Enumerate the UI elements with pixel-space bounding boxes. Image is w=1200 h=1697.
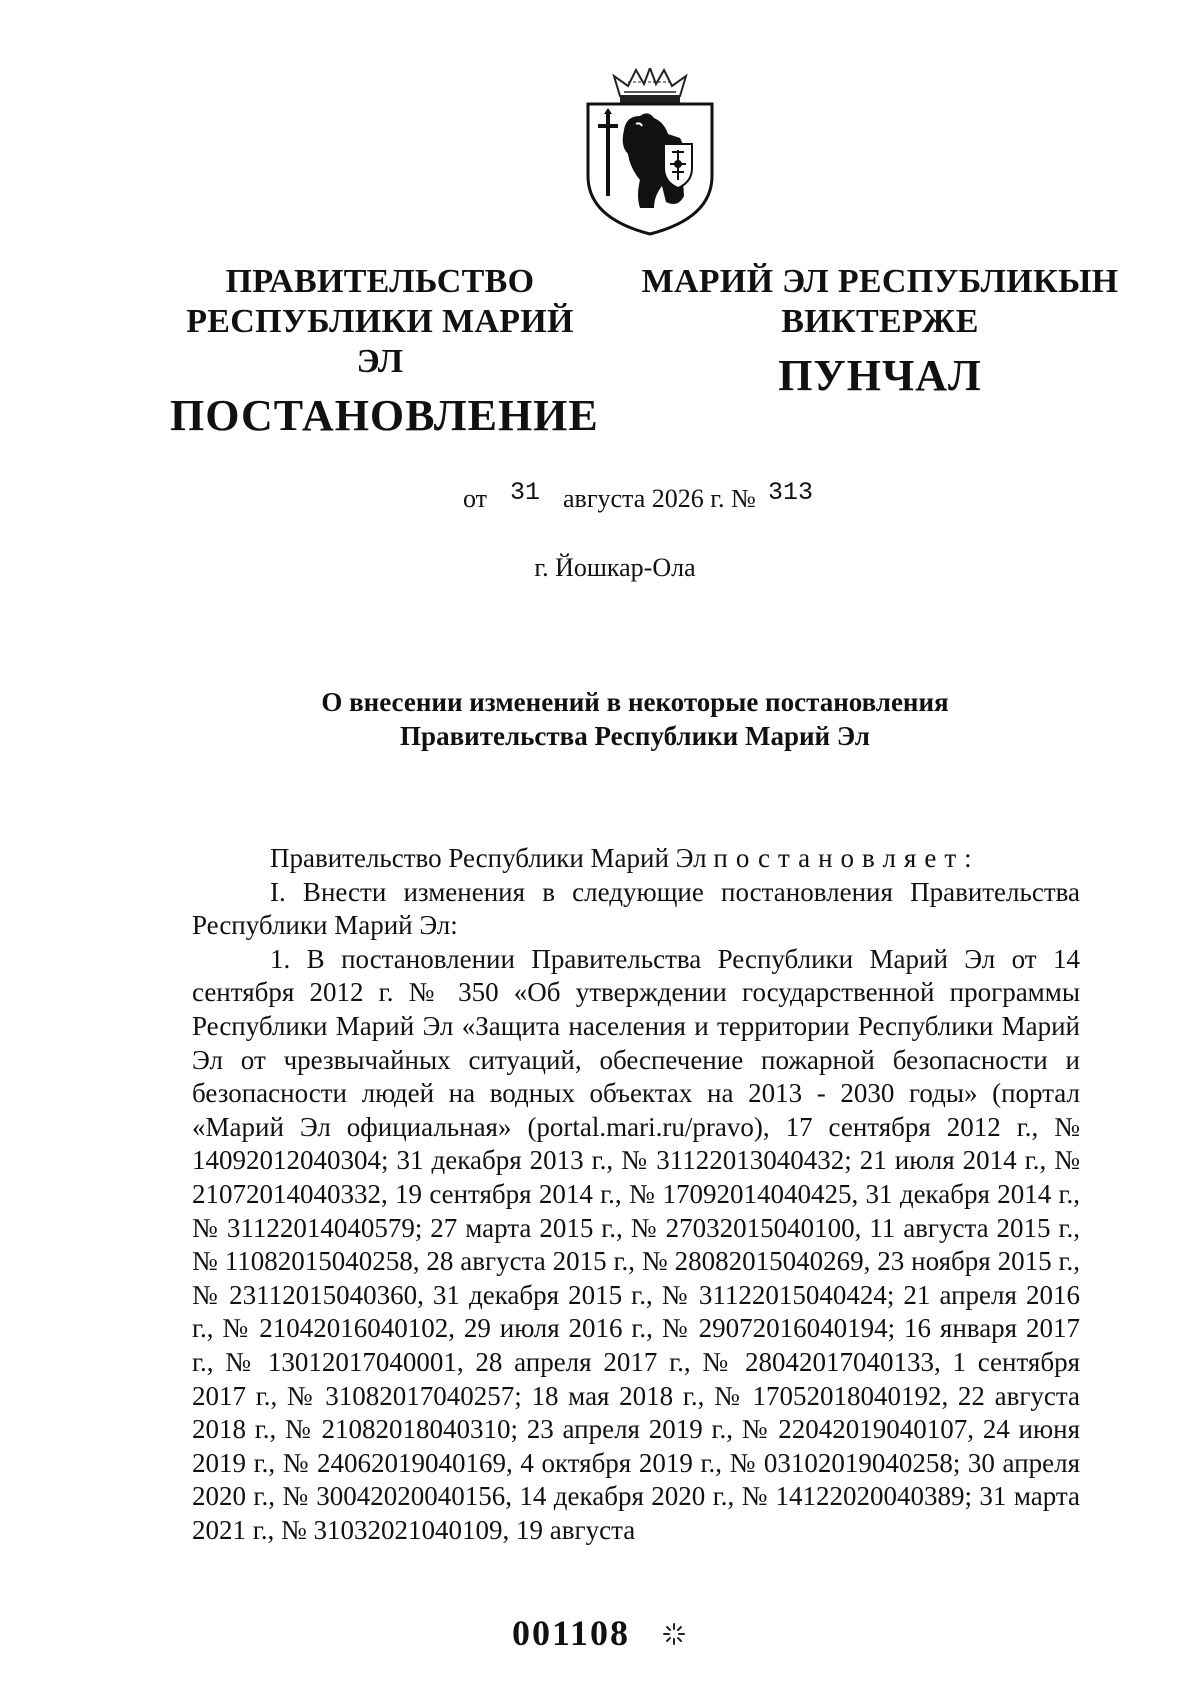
paragraph-resolves-lead: Правительство Республики Марий Эл — [270, 843, 714, 873]
header-left — [170, 262, 599, 442]
city: г. Йошкар-Ола — [534, 553, 696, 582]
paragraph-resolves — [192, 842, 1080, 876]
header-left-line1: ПРАВИТЕЛЬСТВО — [225, 263, 535, 300]
paragraph-item-1: I. Внести изменения в следующие постановления Правительства Республики Марий Эл: — [192, 876, 1080, 941]
coat-of-arms-icon — [580, 68, 720, 236]
date-line — [0, 478, 1200, 518]
date-prefix: от — [463, 484, 488, 513]
paragraph-item-1-1: 1. В постановлении Правительства Республики Марий Эл от 14 сентября 2012 г. № 350 «Об утверждении государственной программы Республики Марий Эл «Защита населения и территории Республики Марий Эл от чрезвычайных ситуаций, обеспечение пожарной безопасности и безопасности людей на водных объектах на 2013 - 2030 годы» (портал «Марий Эл официальная» (portal.mari.ru/pravo), 17 сентября 2012 г., № 14092012040304; 31 декабря 2013 г., № 31122013040432; 21 июля 2014 г., № 21072014040332, 19 сентября 2014 г., № 17092014040425, 31 декабря 2014 г., № 31122014040579; 27 марта 2015 г., № 27032015040100, 11 августа 2015 г., № 11082015040258, 28 августа 2015 г., № 28082015040269, 23 ноября 2015 г., № 23112015040360, 31 декабря 2015 г., № 31122015040424; 21 апреля 2016 г., № 21042016040102, 29 июля 2016 г., № 29072016040194; 16 января 2017 г., № 13012017040001, 28 апреля 2017 г., № 28042017040133, 1 сентября 2017 г., № 31082017040257; 18 мая 2018 г., № 17052018040192, 22 августа 2018 г., № 21082018040310; 23 апреля 2019 г., № 22042019040107, 24 июня 2019 г., № 24062019040169, 4 октября 2019 г., № 03102019040258; 30 апреля 2020 г., № 30042020040156, 14 декабря 2020 г., № 14122020040389; 31 марта 2021 г., № 31032021040109, 19 августа — [192, 943, 1080, 1545]
header-right-line1: МАРИЙ ЭЛ РЕСПУБЛИКЫН — [641, 263, 1119, 300]
serial-number: 001108 — [512, 1613, 631, 1653]
paragraph-resolves-spaced: постановляет: — [713, 843, 980, 873]
doc-type-russian: ПОСТАНОВЛЕНИЕ — [170, 391, 599, 440]
date-month-year: августа 2026 г. № — [563, 484, 756, 513]
doc-type-mari: ПУНЧАЛ — [778, 351, 982, 400]
header-right-line2: ВИКТЕРЖЕ — [781, 303, 979, 340]
date-day: 31 — [510, 478, 541, 507]
header-left-line2: РЕСПУБЛИКИ МАРИЙ ЭЛ — [186, 303, 574, 380]
header-right — [640, 262, 1120, 402]
star-mark-icon — [662, 1622, 686, 1646]
document-number: 313 — [768, 478, 814, 507]
document-body — [192, 842, 1080, 1547]
title-line2: Правительства Республики Марий Эл — [400, 721, 870, 751]
document-title — [200, 685, 1070, 753]
title-line1: О внесении изменений в некоторые постановления — [321, 687, 949, 717]
